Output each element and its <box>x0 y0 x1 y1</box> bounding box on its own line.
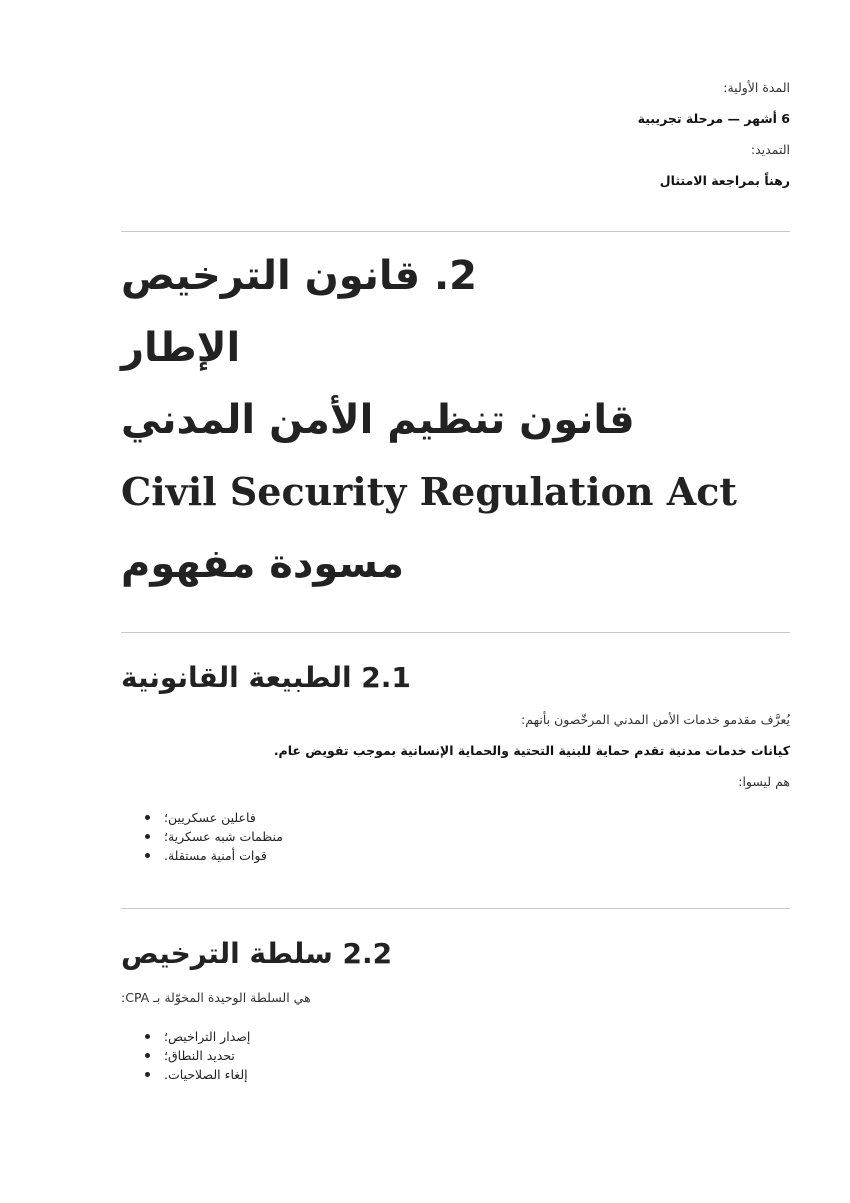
section-2-2-list <box>145 1027 250 1084</box>
list-item: إلغاء الصلاحيات. <box>145 1065 250 1084</box>
section-2-1-not-label: هم ليسوا: <box>738 774 790 789</box>
extension-value: رهناً بمراجعة الامتثال <box>659 173 790 188</box>
list-item: فاعلين عسكريين؛ <box>145 808 283 827</box>
section-2-2-heading: 2.2 سلطة الترخيص <box>121 937 393 970</box>
initial-period-label: المدة الأولية: <box>723 80 790 95</box>
bullet-icon <box>145 834 150 839</box>
bullet-icon <box>145 1053 150 1058</box>
bullet-icon <box>145 815 150 820</box>
divider <box>121 632 790 633</box>
bullet-icon <box>145 1034 150 1039</box>
list-item: إصدار التراخيص؛ <box>145 1027 250 1046</box>
title-block <box>121 252 790 612</box>
extension-label: التمديد: <box>750 142 790 157</box>
list-item: منظمات شبه عسكرية؛ <box>145 827 283 846</box>
divider <box>121 231 790 232</box>
section-2-1-intro: يُعرَّف مقدمو خدمات الأمن المدني المرخّصون بأنهم: <box>521 712 790 727</box>
duration-meta <box>121 80 790 204</box>
section-2-1-definition: كيانات خدمات مدنية تقدم حماية للبنية التحتية والحماية الإنسانية بموجب تفويض عام. <box>273 743 790 758</box>
divider <box>121 908 790 909</box>
list-item: تحديد النطاق؛ <box>145 1046 250 1065</box>
list-item: قوات أمنية مستقلة. <box>145 846 283 865</box>
initial-period-value: 6 أشهر — مرحلة تجريبية <box>637 111 790 126</box>
section-2-2-intro: هي السلطة الوحيدة المخوّلة بـ CPA: <box>121 990 311 1005</box>
section-2-1-list <box>145 808 283 865</box>
bullet-icon <box>145 853 150 858</box>
title-concept-draft: مسودة مفهوم <box>121 541 404 587</box>
bullet-icon <box>145 1072 150 1077</box>
section-2-1-heading: 2.1 الطبيعة القانونية <box>121 661 411 694</box>
title-framework: الإطار <box>121 325 241 371</box>
title-law-number: 2. قانون الترخيص <box>121 253 478 299</box>
document-page <box>121 0 790 1203</box>
title-act-english: Civil Security Regulation Act <box>121 469 737 514</box>
title-act-arabic: قانون تنظيم الأمن المدني <box>121 397 635 443</box>
